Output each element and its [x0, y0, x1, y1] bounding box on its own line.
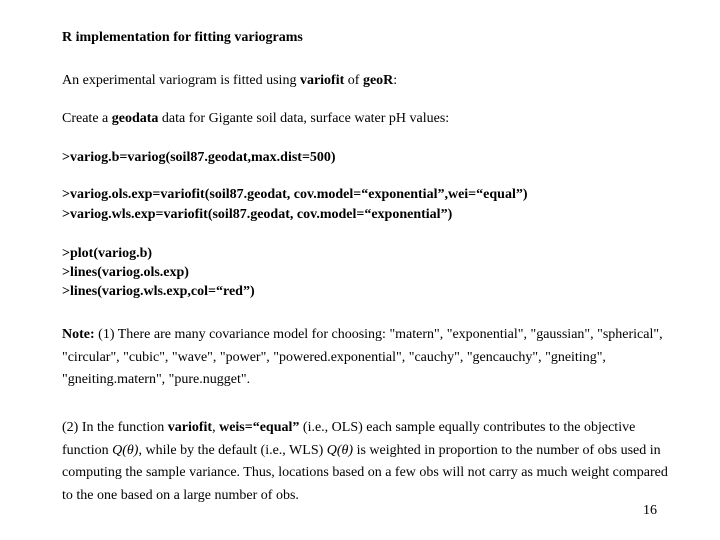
note-weights-p1: (2) In the function [62, 420, 168, 435]
intro-suffix: : [393, 73, 398, 88]
code-variofit-wls: >variog.wls.exp=variofit(soil87.geodat, cov.model=“exponential”) [62, 207, 453, 222]
intro-line [62, 73, 397, 89]
intro-prefix: An experimental variogram is fitted using [62, 73, 300, 88]
variofit-term: variofit [299, 73, 345, 88]
note-weights-p5: is weighted in proportion to the number of obs used in computing the sample variance. Thus, locations based on a few obs will not carry as much weight compared to the one based on a large number of obs. [62, 442, 668, 503]
code-lines-wls: >lines(variog.wls.exp,col=“red”) [62, 284, 255, 299]
create-line [62, 111, 449, 127]
code-lines-ols: >lines(variog.ols.exp) [62, 265, 189, 280]
note-models-text: (1) There are many covariance model for choosing: "matern", "exponential", "gaussian", "spherical", "circular", "cubic", "wave", "power", "powered.exponential", "cauchy", "gencauchy", "gneiting", "gneiting.matern", "pure.nugget". [62, 327, 663, 387]
code-variofit-ols: >variog.ols.exp=variofit(soil87.geodat, cov.model=“exponential”,wei=“equal”) [62, 187, 528, 202]
note-label: Note: [62, 327, 95, 342]
note-weights [62, 417, 682, 507]
objective-function-q: Q(θ) [112, 442, 139, 458]
geor-term: geoR [362, 73, 394, 88]
objective-function-q-2: Q(θ) [326, 442, 354, 458]
code-plot: >plot(variog.b) [62, 246, 153, 261]
note-models [62, 324, 682, 392]
intro-mid: of [344, 73, 363, 88]
geodata-term: geodata [111, 111, 159, 126]
code-variog: >variog.b=variog(soil87.geodat,max.dist=500) [62, 150, 336, 165]
note-weights-p4: , while by the default (i.e., WLS) [138, 442, 327, 458]
create-suffix: data for Gigante soil data, surface water pH values: [158, 111, 450, 126]
weis-argument: weis=“equal” [219, 420, 300, 435]
page-number: 16 [643, 503, 657, 518]
note-weights-p2: , [212, 420, 220, 435]
create-prefix: Create a [62, 111, 112, 126]
variofit-term-2: variofit [167, 420, 213, 435]
note-weights-p3: (i.e., OLS) each sample equally contributes to the objective function [62, 420, 636, 458]
page-title: R implementation for fitting variograms [62, 30, 303, 45]
